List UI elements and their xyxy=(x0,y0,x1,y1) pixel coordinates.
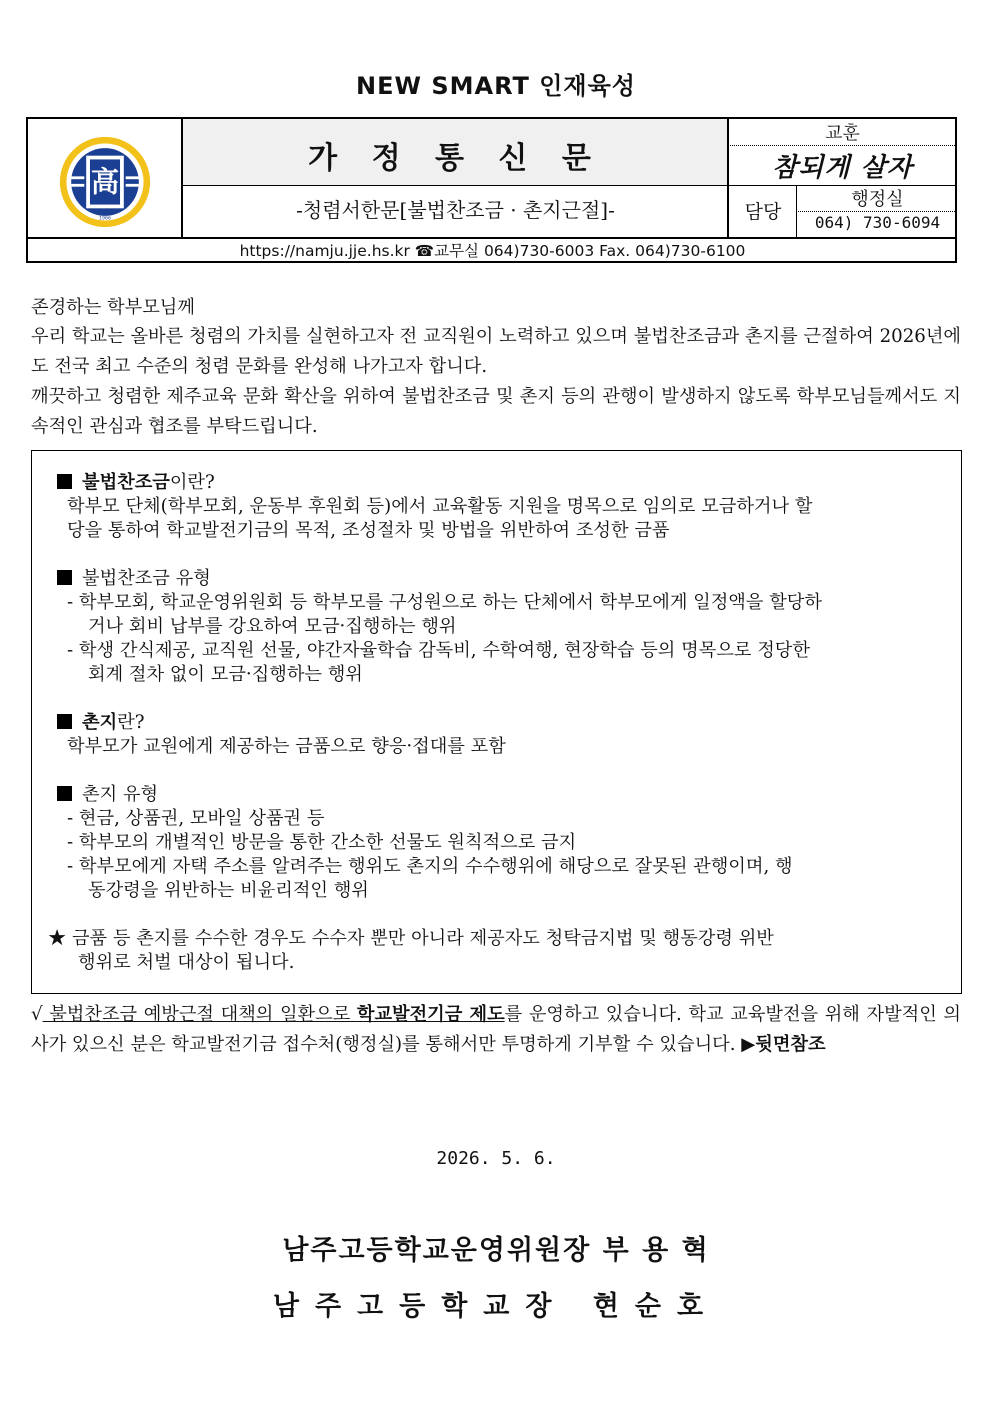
school-logo-icon xyxy=(58,135,152,229)
list-item: - 학생 간식제공, 교직원 선물, 야간자율학습 감독비, 수학여행, 현장학습 등의 명목으로 정당한 xyxy=(67,640,810,661)
newsletter-title: 가 정 통 신 문 xyxy=(308,141,603,176)
list-item: - 학부모회, 학교운영위원회 등 학부모를 구성원으로 하는 단체에서 학부모에게 일정액을 할당하 xyxy=(67,592,822,613)
svg-text:高: 高 xyxy=(90,165,120,199)
section-title-gratuity-types: 촌지 유형 xyxy=(57,783,158,807)
section-body: 당을 통하여 학교발전기금의 목적, 조성절차 및 방법을 위반하여 조성한 금품 xyxy=(67,520,670,541)
list-item: 동강령을 위반하는 비윤리적인 행위 xyxy=(88,880,369,901)
warning-note: 행위로 처벌 대상이 됩니다. xyxy=(78,952,295,973)
square-bullet-icon xyxy=(57,714,72,729)
newsletter-header xyxy=(26,117,957,263)
section-title-donation-types: 불법찬조금 유형 xyxy=(57,567,211,591)
intro-paragraph-1: 우리 학교는 올바른 청렴의 가치를 실현하고자 전 교직원이 노력하고 있으며 불법찬조금과 촌지를 근절하여 2026년에도 전국 최고 수준의 청렴 문화를 완성해 나가고자 합니다. xyxy=(31,326,961,377)
dept-name: 행정실 xyxy=(851,189,904,210)
development-fund-notice: √ 불법찬조금 예방근절 대책의 일환으로 학교발전기금 제도를 운영하고 있습니다. 학교 교육발전을 위해 자발적인 의사가 있으신 분은 학교발전기금 접수처(행정실)를 통해서만 투명하게 기부할 수 있습니다. ▶뒷면참조 xyxy=(31,1004,962,1055)
school-motto: 참되게 살자 xyxy=(772,153,913,183)
slogan: NEW SMART 인재육성 xyxy=(356,72,636,100)
dept-label: 담당 xyxy=(744,201,782,223)
svg-text:1966: 1966 xyxy=(99,216,111,222)
list-item: 회계 절차 없이 모금·집행하는 행위 xyxy=(88,664,363,685)
list-item: - 현금, 상품권, 모바일 상품권 등 xyxy=(67,808,325,829)
section-body: 학부모 단체(학부모회, 운동부 후원회 등)에서 교육활동 지원을 명목으로 임의로 모금하거나 할 xyxy=(67,496,813,517)
square-bullet-icon xyxy=(57,786,72,801)
intro xyxy=(31,322,961,442)
warning-note: ★ 금품 등 촌지를 수수한 경우도 수수자 뿐만 아니라 제공자도 청탁금지법 및 행동강령 위반 xyxy=(48,928,774,949)
list-item: 거나 회비 납부를 강요하여 모금·집행하는 행위 xyxy=(88,616,457,637)
section-body: 학부모가 교원에게 제공하는 금품으로 향응·접대를 포함 xyxy=(67,736,506,757)
info-box xyxy=(31,450,962,994)
dept-phone: 064) 730-6094 xyxy=(814,213,941,232)
check-icon: √ xyxy=(31,1004,43,1025)
intro-paragraph-2: 깨끗하고 청렴한 제주교육 문화 확산을 위하여 불법찬조금 및 촌지 등의 관행이 발생하지 않도록 학부모님들께서도 지속적인 관심과 협조를 부탁드립니다. xyxy=(31,386,961,437)
section-title-illegal-donation: 불법찬조금이란? xyxy=(57,471,215,495)
square-bullet-icon xyxy=(57,570,72,585)
signature-committee-chair: 남주고등학교운영위원장 부 용 혁 xyxy=(282,1235,710,1266)
signature-principal: 남주고등학교장 현순호 xyxy=(272,1291,720,1322)
issue-date: 2026. 5. 6. xyxy=(436,1148,556,1169)
list-item: - 학부모에게 자택 주소를 알려주는 행위도 촌지의 수수행위에 해당으로 잘못된 관행이며, 행 xyxy=(67,856,793,877)
newsletter-subtitle: -청렴서한문[불법찬조금 · 촌지근절]- xyxy=(296,198,615,222)
greeting: 존경하는 학부모님께 xyxy=(31,297,195,318)
list-item: - 학부모의 개별적인 방문을 통한 간소한 선물도 원칙적으로 금지 xyxy=(67,832,577,853)
section-title-gratuity: 촌지란? xyxy=(57,711,144,735)
contact-line: https://namju.jje.hs.kr ☎교무실 064)730-6003 Fax. 064)730-6100 xyxy=(239,242,746,260)
see-back-note: ▶뒷면참조 xyxy=(741,1034,826,1055)
motto-label: 교훈 xyxy=(825,123,860,144)
square-bullet-icon xyxy=(57,474,72,489)
